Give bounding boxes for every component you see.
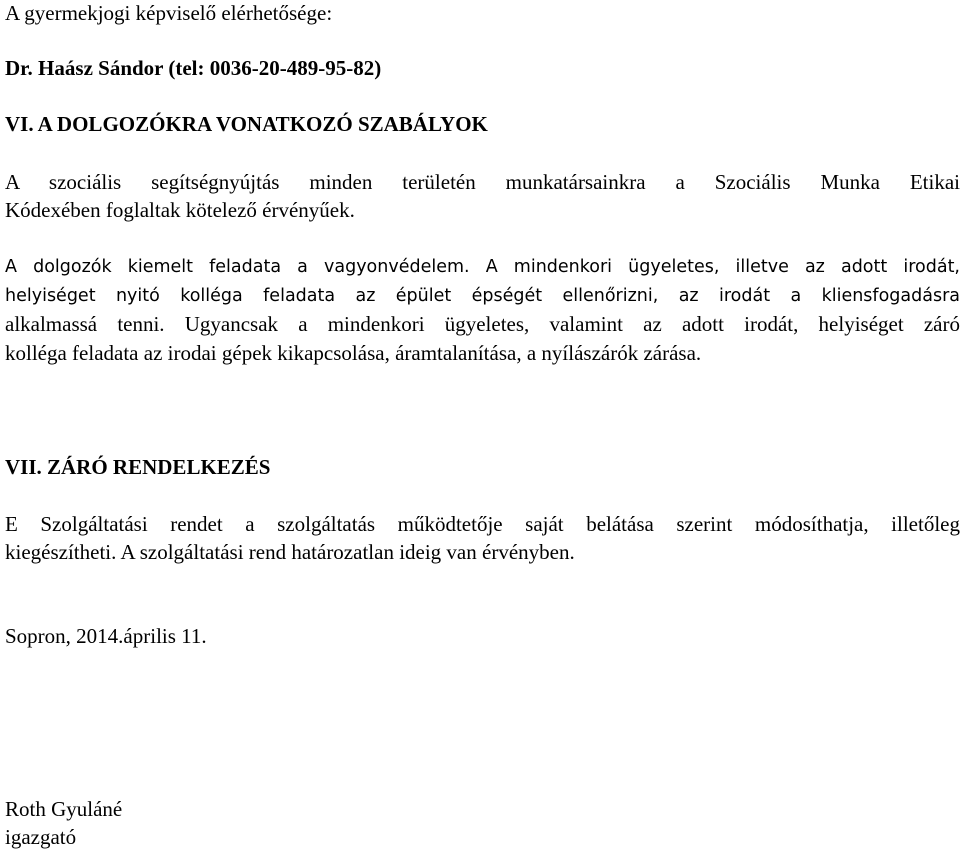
paragraph-line: A dolgozók kiemelt feladata a vagyonvédelem. A mindenkori ügyeletes, illetve az adott irodát, xyxy=(5,257,960,277)
signer-title: igazgató xyxy=(5,825,77,849)
paragraph-line: kiegészítheti. A szolgáltatási rend határozatlan ideig van érvényben. xyxy=(5,540,575,564)
contact-name-line: Dr. Haász Sándor (tel: 0036-20-489-95-82) xyxy=(5,56,382,80)
signer-name: Roth Gyuláné xyxy=(5,797,123,821)
paragraph-line: E Szolgáltatási rendet a szolgáltatás működtetője saját belátása szerint módosíthatja, illetőleg xyxy=(5,512,960,536)
paragraph-line: helyiséget nyitó kolléga feladata az épület épségét ellenőrizni, az irodát a kliensfogadásra xyxy=(5,286,960,306)
place-date: Sopron, 2014.április 11. xyxy=(5,624,207,648)
paragraph-line: kolléga feladata az irodai gépek kikapcsolása, áramtalanítása, a nyílászárók zárása. xyxy=(5,341,702,365)
section-vii-title: VII. ZÁRÓ RENDELKEZÉS xyxy=(5,455,271,479)
contact-heading: A gyermekjogi képviselő elérhetősége: xyxy=(5,1,333,25)
section-vi-title: VI. A DOLGOZÓKRA VONATKOZÓ SZABÁLYOK xyxy=(5,112,488,136)
paragraph-line: A szociális segítségnyújtás minden területén munkatársainkra a Szociális Munka Etikai xyxy=(5,170,960,194)
paragraph-line: Kódexében foglaltak kötelező érvényűek. xyxy=(5,198,355,222)
paragraph-line: alkalmassá tenni. Ugyancsak a mindenkori ügyeletes, valamint az adott irodát, helyiséget záró xyxy=(5,312,960,336)
